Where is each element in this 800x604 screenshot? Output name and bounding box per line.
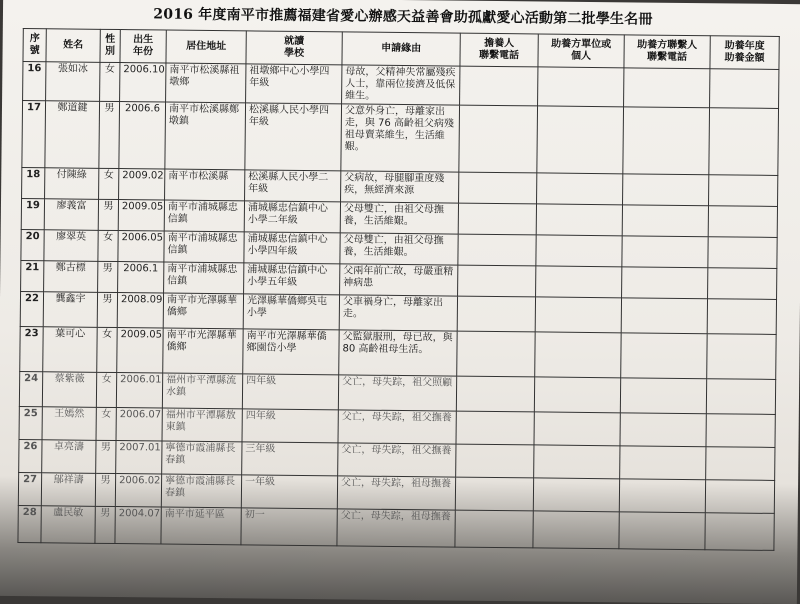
cell-amount	[708, 237, 777, 269]
cell-name: 葉可心	[43, 327, 97, 373]
cell-birth: 2009.05	[118, 200, 164, 231]
cell-guardian-phone	[456, 376, 534, 412]
cell-reason: 父亡，母失踪，祖母撫養	[337, 476, 455, 510]
cell-seq: 24	[19, 372, 42, 407]
cell-seq: 28	[18, 506, 41, 543]
cell-amount	[705, 513, 774, 551]
cell-school: 一年級	[241, 475, 337, 509]
cell-guardian-phone	[459, 172, 537, 204]
cell-birth: 2006.6	[119, 102, 166, 169]
cell-name: 蔡紫薇	[42, 372, 96, 408]
header-birth: 出生 年份	[120, 30, 166, 63]
cell-school: 四年級	[242, 409, 338, 443]
cell-guardian-phone	[458, 265, 536, 297]
cell-sex: 女	[98, 230, 118, 261]
cell-seq: 19	[21, 199, 44, 230]
cell-reason: 父兩年前亡故，母嚴重精神病患	[340, 264, 458, 296]
cell-name: 龔鑫宇	[43, 292, 97, 328]
cell-seq: 20	[21, 230, 44, 261]
cell-guardian-phone	[460, 66, 538, 106]
cell-amount	[706, 447, 775, 481]
cell-birth: 2007.01	[116, 441, 162, 474]
cell-sex: 男	[96, 440, 116, 473]
cell-birth: 2004.07	[115, 507, 161, 544]
cell-guardian-phone	[457, 331, 535, 377]
cell-school: 松溪縣人民小學四年級	[245, 103, 342, 171]
cell-school: 南平市光澤縣華僑鄉園岱小學	[243, 329, 339, 375]
header-school: 就讀 學校	[246, 31, 342, 65]
cell-sex: 男	[95, 506, 115, 543]
header-sex: 性 別	[100, 29, 120, 62]
cell-seq: 26	[19, 440, 42, 473]
cell-school: 松溪縣人民小學二年級	[245, 170, 341, 202]
cell-reason: 父亡，母失踪，祖父撫養	[338, 410, 456, 444]
header-guardian-phone: 擔養人 聯繫電話	[460, 33, 538, 67]
document-title: 2016 年度南平市推薦福建省愛心辦感天益善會助孤獻愛心活動第二批學生名冊	[153, 6, 653, 28]
header-sponsor-contact: 助養方聯繫人 聯繫電話	[624, 35, 710, 69]
cell-sponsor	[535, 297, 621, 333]
cell-sponsor-contact	[620, 413, 706, 447]
cell-school: 祖墩鄉中心小學四年級	[246, 64, 342, 104]
cell-sponsor	[534, 445, 620, 479]
cell-amount	[708, 206, 777, 238]
cell-birth: 2006.01	[116, 373, 162, 408]
cell-address: 南平市松溪縣祖墩鄉	[166, 63, 246, 103]
table-row	[18, 506, 774, 551]
cell-address: 南平市松溪縣鄭墩鎮	[165, 102, 246, 170]
cell-reason: 父監獄服刑，母已故，與 80 高齡祖母生活。	[339, 330, 457, 376]
cell-sponsor-contact	[621, 333, 707, 379]
cell-seq: 25	[19, 407, 42, 440]
cell-address: 南平市浦城縣忠信鎮	[164, 200, 244, 232]
cell-sponsor-contact	[623, 174, 709, 206]
cell-sponsor	[536, 266, 622, 298]
cell-name: 卓亮濤	[42, 440, 96, 474]
cell-birth: 2009.02	[119, 169, 165, 200]
cell-guardian-phone	[456, 411, 534, 445]
cell-address: 福州市平潭縣流水鎮	[162, 373, 242, 409]
cell-birth: 2009.05	[117, 328, 163, 373]
cell-name: 廖翠英	[44, 230, 98, 262]
cell-seq: 23	[20, 327, 43, 372]
header-reason: 申請緣由	[342, 32, 460, 66]
cell-address: 南平市浦城縣忠信鎮	[164, 231, 244, 263]
cell-guardian-phone	[457, 296, 535, 332]
cell-reason: 父病故，母腿腳重度殘疾，無經濟來源	[341, 171, 459, 203]
cell-address: 福州市平潭縣敖東鎮	[162, 408, 242, 442]
cell-guardian-phone	[459, 105, 538, 173]
cell-sponsor	[533, 511, 619, 549]
cell-sex: 男	[99, 101, 120, 168]
cell-school: 浦城縣忠信鎮中心小學四年級	[244, 232, 340, 264]
cell-reason: 父亡，母失踪，祖父撫養	[338, 443, 456, 477]
cell-sponsor	[537, 106, 624, 174]
cell-sponsor-contact	[619, 512, 705, 550]
cell-amount	[707, 334, 776, 380]
cell-reason: 父亡，母失踪，祖母撫養	[337, 509, 455, 547]
header-amount: 助養年度 助養金額	[710, 36, 779, 70]
cell-birth: 2006.07	[116, 408, 162, 441]
cell-sponsor-contact	[622, 236, 708, 268]
cell-amount	[705, 480, 774, 514]
cell-sponsor	[536, 204, 622, 236]
table-row	[22, 101, 779, 176]
cell-birth: 2008.09	[117, 293, 163, 328]
cell-sponsor	[537, 173, 623, 205]
cell-seq: 16	[23, 62, 46, 101]
cell-reason: 父母雙亡，由祖父母撫養，生活維艱。	[340, 202, 458, 234]
cell-sponsor-contact	[624, 68, 710, 108]
cell-reason: 父亡，母失踪，祖父照顧	[338, 375, 456, 411]
cell-name: 張如冰	[46, 62, 100, 102]
cell-school: 浦城縣忠信鎮中心小學二年級	[244, 201, 340, 233]
cell-amount	[710, 69, 779, 109]
cell-sponsor	[533, 478, 619, 512]
cell-amount	[706, 414, 775, 448]
cell-name: 廖義富	[44, 199, 98, 231]
cell-sponsor-contact	[622, 205, 708, 237]
cell-address: 南平市浦城縣忠信鎮	[164, 262, 244, 294]
header-sponsor: 助養方單位或 個人	[538, 34, 624, 68]
cell-sponsor	[534, 377, 620, 413]
cell-name: 鄔祥濤	[41, 473, 95, 507]
cell-sex: 女	[97, 327, 117, 372]
cell-reason: 母故，父精神失常屬殘疾人士，靠兩位接濟及低保維生。	[342, 65, 460, 105]
table-row	[20, 327, 776, 380]
cell-amount	[707, 299, 776, 335]
cell-school: 光澤縣華僑鄉吳屯小學	[243, 294, 339, 330]
cell-sponsor-contact	[619, 479, 705, 513]
cell-address: 南平市光澤縣華僑鄉	[163, 293, 243, 329]
cell-sex: 女	[96, 372, 116, 407]
cell-name: 付陳綠	[45, 168, 99, 200]
cell-school: 四年級	[242, 374, 338, 410]
cell-name: 王嫣然	[42, 407, 96, 441]
cell-seq: 21	[21, 261, 44, 292]
cell-address: 寧德市霞浦縣長春鎮	[161, 474, 241, 508]
cell-address: 南平市延平區	[161, 507, 241, 545]
cell-name: 鄭道鍵	[45, 101, 100, 169]
cell-sponsor	[535, 332, 621, 378]
cell-sex: 男	[97, 292, 117, 327]
cell-address: 寧德市霞浦縣長春鎮	[162, 441, 242, 475]
cell-birth: 2006.05	[118, 231, 164, 262]
cell-sponsor-contact	[621, 298, 707, 334]
cell-guardian-phone	[458, 203, 536, 235]
cell-address: 南平市松溪縣	[165, 169, 245, 201]
cell-school: 三年級	[242, 442, 338, 476]
cell-name: 盧民敏	[41, 506, 95, 544]
cell-amount	[706, 379, 775, 415]
cell-guardian-phone	[458, 234, 536, 266]
cell-sponsor-contact	[620, 378, 706, 414]
cell-amount	[708, 268, 777, 300]
cell-sponsor	[536, 235, 622, 267]
cell-sponsor-contact	[623, 107, 710, 175]
header-name: 姓名	[46, 29, 100, 63]
cell-guardian-phone	[455, 510, 533, 548]
cell-reason: 父車禍身亡，母離家出走。	[339, 295, 457, 331]
cell-amount	[709, 108, 779, 176]
header-address: 居住地址	[166, 30, 246, 64]
cell-sponsor-contact	[622, 267, 708, 299]
cell-sex: 女	[99, 168, 119, 199]
cell-address: 南平市光澤縣華僑鄉	[163, 328, 243, 374]
cell-birth: 2006.1	[118, 262, 164, 293]
cell-sex: 女	[100, 62, 120, 101]
cell-school: 初一	[241, 508, 337, 546]
cell-guardian-phone	[455, 477, 533, 511]
cell-sex: 男	[98, 261, 118, 292]
cell-guardian-phone	[456, 444, 534, 478]
cell-sponsor	[538, 67, 624, 107]
cell-reason: 父母雙亡，由祖父母撫養，生活維艱。	[340, 233, 458, 265]
header-seq: 序 號	[23, 29, 46, 62]
cell-reason: 父意外身亡，母離家出走，與 76 高齡祖父病殘祖母賣菜維生，生活維艱。	[341, 104, 460, 172]
cell-sex: 女	[96, 407, 116, 440]
student-roster-table	[17, 28, 779, 551]
cell-sponsor-contact	[620, 446, 706, 480]
cell-seq: 22	[20, 292, 43, 327]
cell-sponsor	[534, 412, 620, 446]
cell-seq: 27	[18, 473, 41, 506]
cell-name: 鄭古標	[44, 261, 98, 293]
cell-seq: 18	[22, 168, 45, 199]
cell-amount	[709, 175, 778, 207]
cell-birth: 2006.02	[115, 474, 161, 507]
cell-seq: 17	[22, 101, 46, 168]
cell-birth: 2006.10	[120, 63, 166, 102]
cell-sex: 男	[95, 473, 115, 506]
cell-sex: 男	[98, 199, 118, 230]
cell-school: 浦城縣忠信鎮中心小學五年級	[244, 263, 340, 295]
